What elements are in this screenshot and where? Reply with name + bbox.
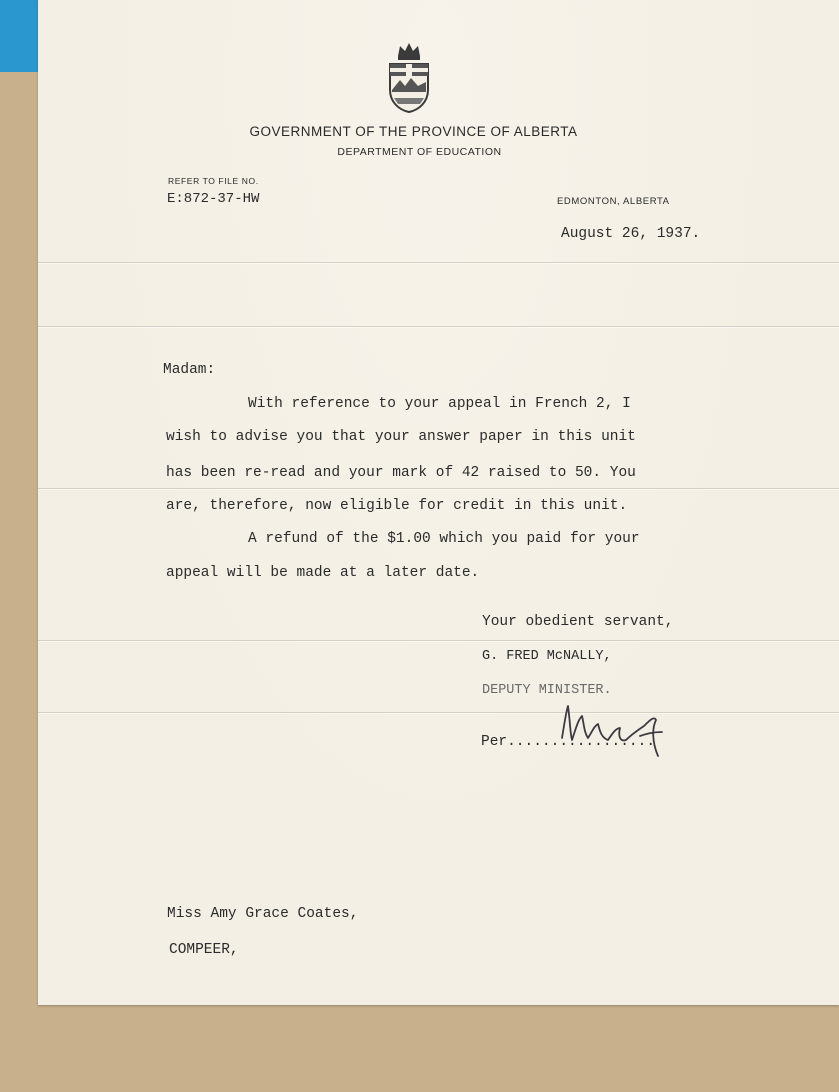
body-line: are, therefore, now eligible for credit in this unit. — [166, 498, 628, 514]
recipient-name: Miss Amy Grace Coates, — [167, 906, 359, 922]
crest-icon — [386, 40, 432, 114]
fold-line — [38, 640, 839, 642]
handwritten-signature — [554, 698, 680, 762]
file-ref-number: E:872-37-HW — [167, 191, 260, 207]
file-ref-label: REFER TO FILE NO. — [168, 176, 259, 186]
body-line: wish to advise you that your answer paper in this unit — [166, 429, 636, 445]
body-line: With reference to your appeal in French 2, I — [248, 396, 631, 412]
fold-line — [38, 712, 839, 714]
per-line: Per................. — [481, 734, 656, 750]
signatory-name: G. FRED McNALLY, — [482, 649, 612, 664]
salutation: Madam: — [163, 362, 216, 378]
government-heading: GOVERNMENT OF THE PROVINCE OF ALBERTA — [249, 124, 578, 139]
closing-line: Your obedient servant, — [482, 614, 674, 630]
recipient-place: COMPEER, — [169, 942, 239, 958]
fold-line — [38, 262, 839, 264]
body-line: appeal will be made at a later date. — [166, 565, 480, 581]
letter-date: August 26, 1937. — [561, 226, 701, 242]
fold-line — [38, 488, 839, 490]
body-line: A refund of the $1.00 which you paid for your — [248, 531, 640, 547]
place-line: EDMONTON, ALBERTA — [557, 196, 670, 207]
fold-line — [38, 326, 839, 328]
body-line: has been re-read and your mark of 42 raised to 50. You — [166, 465, 636, 481]
department-heading: DEPARTMENT OF EDUCATION — [337, 146, 502, 158]
signatory-title: DEPUTY MINISTER. — [482, 683, 612, 698]
blue-edge-tab — [0, 0, 38, 72]
